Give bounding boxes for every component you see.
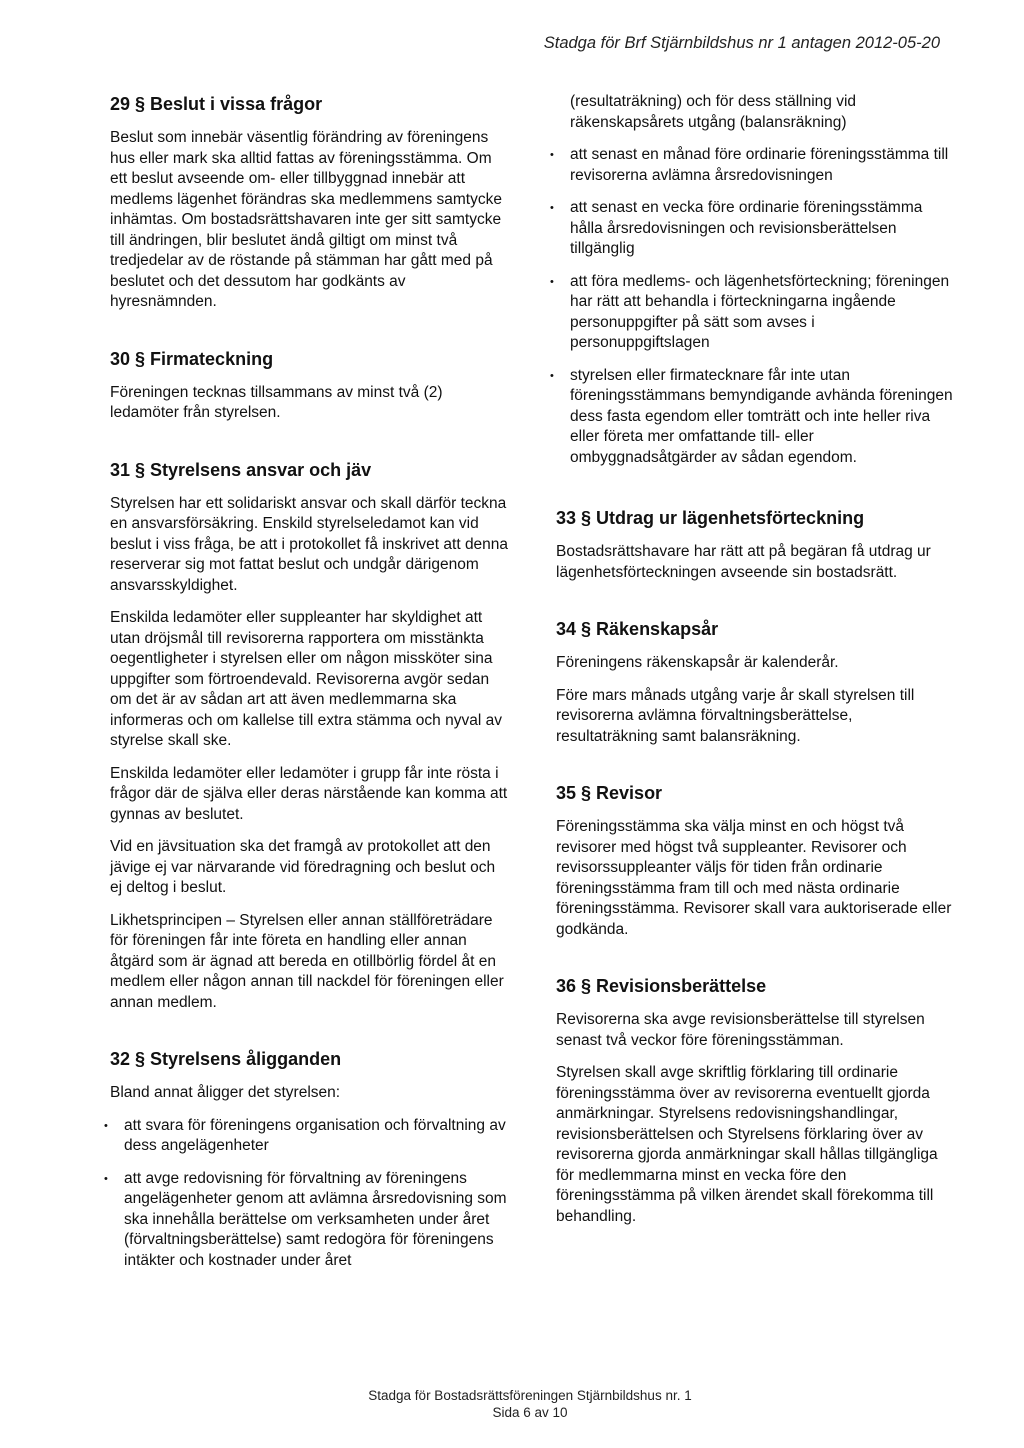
paragraph: Likhetsprincipen – Styrelsen eller annan ställföreträdare för föreningen får inte företa en handling eller annan åtgärd som är ägnad att bereda en otillbörlig fördel åt en medlem eller någon annan till nackdel för föreningen eller annan medlem. [110,911,504,1011]
section-heading: 34 § Räkenskapsår [556,619,719,639]
paragraph: Föreningens räkenskapsår är kalenderår. [556,654,839,671]
paragraph: Vid en jävsituation ska det framgå av protokollet att den jävige ej var närvarande vid föredragning och beslut och ej deltog i beslut. [110,838,496,896]
paragraph: Styrelsen skall avge skriftlig förklaring till ordinarie föreningsstämma över av revisorerna eventuellt gjorda anmärkningar. Styrelsens redovisningshandlingar, revisionsberättelsen och Styrelsens förklaring över av revisorerna gjorda anmärkningar skall hållas tillgängliga för medlemmarna minst en vecka före den föreningsstämma på vilken ärendet skall förekomma till behandling. [556,1064,938,1225]
paragraph: Enskilda ledamöter eller suppleanter har skyldighet att utan dröjsmål till revisorerna rapportera om misstänkta oegentligheter i styrelsen eller om någon missköter sina uppgifter som förtroendevald. Revisorerna avgör sedan om det är av sådan art att även medlemmarna ska informeras och om kallelse till extra stämma och nyval av styrelse skall ske. [110,609,502,749]
section-32-continued [556,92,956,468]
list-item: • att föra medlems- och lägenhetsförteckning; föreningen har rätt att behandla i förteckningarna ingående personuppgifter på sätt som avses i personuppgiftslagen [556,272,956,354]
page-header: Stadga för Brf Stjärnbildshus nr 1 antagen 2012-05-20 [543,34,940,52]
paragraph: Föreningsstämma ska välja minst en och högst två revisorer med högst två suppleanter. Revisorer och revisorssuppleanter väljs för tiden från ordinarie föreningsstämma fram till och med nästa ordinarie föreningsstämma. Revisorer skall vara auktoriserade eller godkända. [556,818,952,938]
section-heading: 32 § Styrelsens åligganden [110,1049,342,1069]
section-35 [556,781,956,940]
paragraph: Styrelsen har ett solidariskt ansvar och skall därför teckna en ansvarsförsäkring. Enskild styrelseledamot kan vid beslut i viss fråga, be att i protokollet få inskrivet att denna reserverar sig mot fattat beslut och undgår därigenom ansvarsskyldighet. [110,494,509,594]
left-column [110,92,510,1305]
right-column [556,92,956,1261]
list-item-continuation: (resultaträkning) och för dess ställning vid räkenskapsårets utgång (balansräkning) [570,93,857,131]
list-item: • att avge redovisning för förvaltning av föreningens angelägenheter genom att avlämna årsredovisning som ska innehålla berättelse om verksamheten under året (förvaltningsberättelse) samt redogöra för föreningens intäkter och kostnader under året [110,1169,510,1272]
paragraph: Revisorerna ska avge revisionsberättelse till styrelsen senast två veckor före föreningsstämman. [556,1011,925,1049]
footer-title: Stadga för Bostadsrättsföreningen Stjärnbildshus nr. 1 [368,1388,692,1403]
section-30 [110,347,510,424]
page-number: Sida 6 av 10 [492,1405,568,1420]
list-item: • att senast en månad före ordinarie föreningsstämma till revisorerna avlämna årsredovisningen [556,145,956,186]
paragraph: Enskilda ledamöter eller ledamöter i grupp får inte rösta i frågor där de själva eller deras närstående kan komma att gynnas av beslutet. [110,764,508,823]
section-29 [110,92,510,313]
section-heading: 31 § Styrelsens ansvar och jäv [110,459,372,480]
bullet-list [110,1116,510,1272]
bullet-list [556,145,956,468]
section-32 [110,1047,510,1271]
section-31 [110,458,510,1014]
list-item: • styrelsen eller firmatecknare får inte utan föreningsstämmans bemyndigande avhända föreningen dess fasta egendom eller tomträtt och inte heller riva eller företa mer omfattande till- eller ombyggnadsåtgärder av sådan egendom. [556,366,956,469]
paragraph: Bostadsrättshavare har rätt att på begäran få utdrag ur lägenhetsförteckningen avseende sin bostadsrätt. [556,543,931,581]
section-heading: 29 § Beslut i vissa frågor [110,94,323,114]
section-heading: 30 § Firmateckning [110,348,274,369]
section-heading: 35 § Revisor [556,783,663,803]
list-item: • att senast en vecka före ordinarie föreningsstämma hålla årsredovisningen och revisionsberättelsen tillgänglig [556,198,956,260]
section-heading: 36 § Revisionsberättelse [556,976,767,996]
paragraph: Beslut som innebär väsentlig förändring av föreningens hus eller mark ska alltid fattas av föreningsstämma. Om ett beslut avseende om- eller tillbyggnad innebär att medlems lägenhet förändras ska medlemmens samtycke inhämtas. Om bostadsrättshavaren inte ger sitt samtycke till ändringen, blir beslutet ändå giltigt om minst två tredjedelar av de röstande på stämman har gått med på beslutet och det dessutom har godkänts av hyresnämnden. [110,129,502,310]
list-item: • att svara för föreningens organisation och förvaltning av dess angelägenheter [110,1116,510,1157]
section-34 [556,617,956,747]
page-footer [0,1387,1024,1421]
paragraph: Bland annat åligger det styrelsen: [110,1084,341,1101]
section-36 [556,974,956,1227]
section-33 [556,506,956,583]
paragraph: Före mars månads utgång varje år skall styrelsen till revisorerna avlämna förvaltningsberättelse, resultaträkning samt balansräkning. [556,686,915,745]
section-heading: 33 § Utdrag ur lägenhetsförteckning [556,508,865,528]
paragraph: Föreningen tecknas tillsammans av minst två (2) ledamöter från styrelsen. [110,383,443,421]
